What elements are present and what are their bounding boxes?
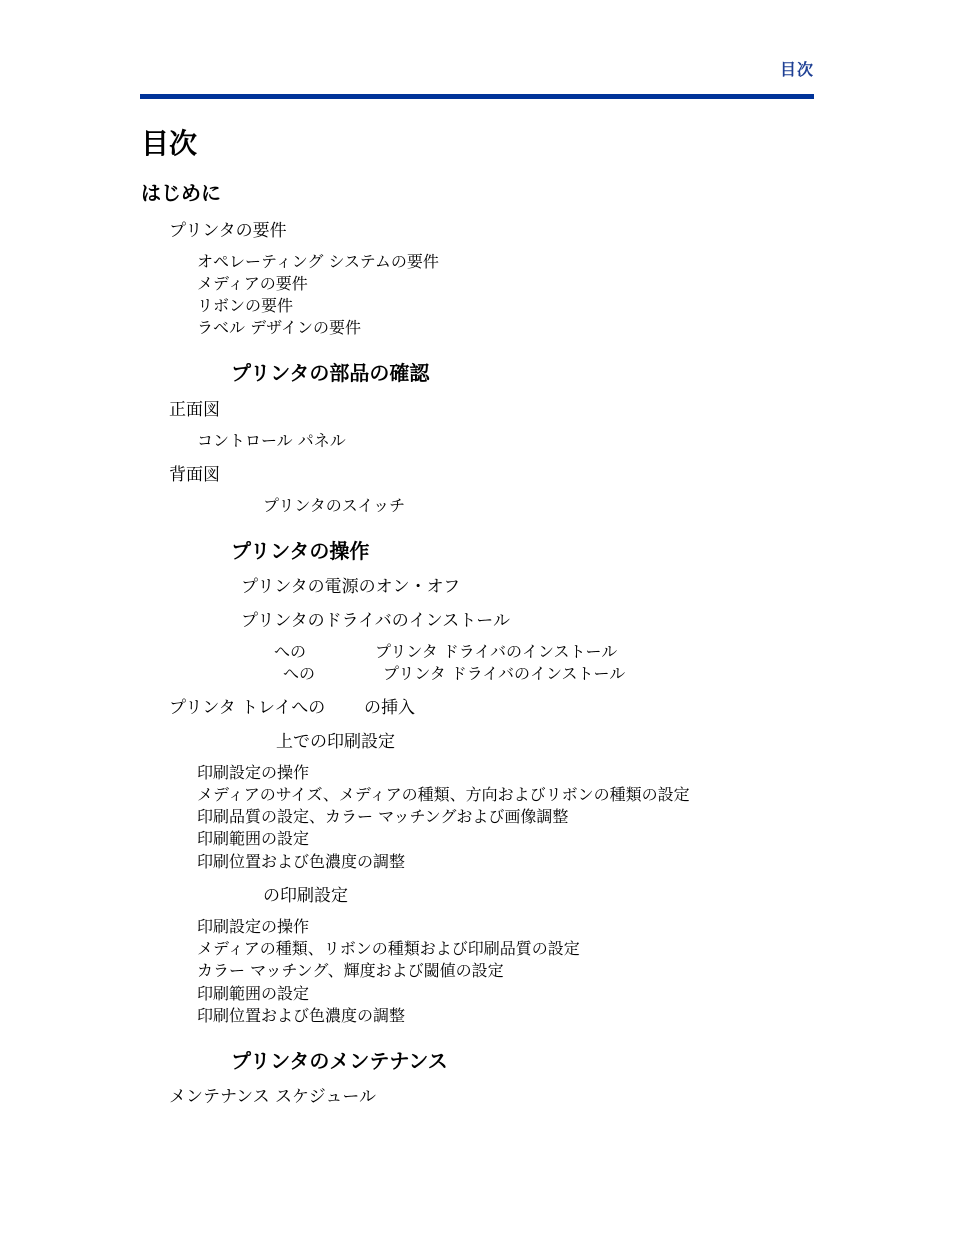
toc-parts-heading[interactable]: プリンタの部品の確認 [231, 361, 430, 385]
toc-driver-install[interactable]: プリンタのドライバのインストール [241, 611, 510, 631]
toc-print-settings-a-item[interactable]: 印刷範囲の設定 [197, 829, 310, 848]
toc-media-requirements[interactable]: メディアの要件 [197, 274, 308, 293]
toc-print-settings-b[interactable]: の印刷設定 [263, 886, 348, 906]
toc-print-settings-b-item[interactable]: 印刷範囲の設定 [197, 984, 310, 1003]
toc-driver-install-a-prefix[interactable]: への [274, 642, 307, 661]
toc-power-on-off[interactable]: プリンタの電源のオン・オフ [241, 577, 461, 597]
toc-print-settings-a[interactable]: 上での印刷設定 [276, 732, 395, 752]
toc-ribbon-requirements[interactable]: リボンの要件 [197, 296, 294, 315]
toc-front-view[interactable]: 正面図 [169, 400, 220, 420]
toc-control-panel[interactable]: コントロール パネル [197, 431, 346, 450]
toc-label-design-requirements[interactable]: ラベル デザインの要件 [197, 318, 361, 337]
toc-print-settings-b-item[interactable]: 印刷位置および色濃度の調整 [197, 1006, 406, 1025]
toc-print-settings-b-item[interactable]: メディアの種類、リボンの種類および印刷品質の設定 [197, 939, 580, 958]
toc-print-settings-a-item[interactable]: 印刷位置および色濃度の調整 [197, 852, 406, 871]
toc-print-settings-b-item[interactable]: カラー マッチング、輝度および閾値の設定 [197, 961, 504, 980]
header-rule [140, 94, 814, 99]
toc-driver-install-a-suffix[interactable]: プリンタ ドライバのインストール [375, 642, 618, 661]
toc-driver-install-b-suffix[interactable]: プリンタ ドライバのインストール [383, 664, 626, 683]
toc-driver-install-b-prefix[interactable]: への [283, 664, 316, 683]
toc-print-settings-a-item[interactable]: メディアのサイズ、メディアの種類、方向およびリボンの種類の設定 [197, 785, 690, 804]
toc-tray-insert-suffix[interactable]: の挿入 [364, 698, 415, 718]
toc-maintenance-heading[interactable]: プリンタのメンテナンス [231, 1049, 448, 1073]
toc-intro-heading[interactable]: はじめに [141, 181, 221, 205]
toc-print-settings-b-item[interactable]: 印刷設定の操作 [197, 917, 310, 936]
toc-printer-switch[interactable]: プリンタのスイッチ [263, 496, 406, 515]
toc-print-settings-a-item[interactable]: 印刷設定の操作 [197, 763, 310, 782]
toc-tray-insert-prefix[interactable]: プリンタ トレイへの [169, 698, 326, 718]
toc-print-settings-a-item[interactable]: 印刷品質の設定、カラー マッチングおよび画像調整 [197, 807, 569, 826]
toc-printer-requirements[interactable]: プリンタの要件 [169, 221, 287, 241]
running-header-title: 目次 [779, 60, 814, 79]
toc-maintenance-schedule[interactable]: メンテナンス スケジュール [169, 1087, 377, 1107]
toc-operation-heading[interactable]: プリンタの操作 [231, 539, 370, 563]
page-title: 目次 [141, 127, 198, 160]
toc-os-requirements[interactable]: オペレーティング システムの要件 [197, 252, 439, 271]
toc-rear-view[interactable]: 背面図 [169, 465, 220, 485]
